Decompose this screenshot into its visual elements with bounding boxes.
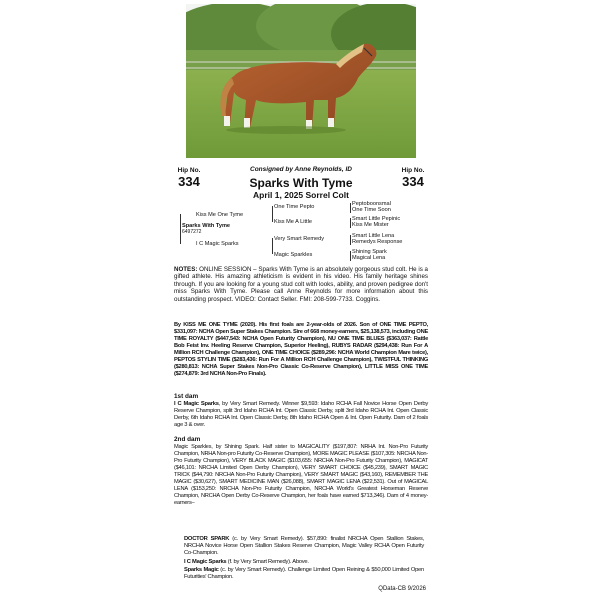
hip-number: 334 [178,174,200,189]
hip-label: Hip No. [177,167,201,174]
first-dam-name: I C Magic Sparks [174,401,219,407]
pedigree-dam-dam: Magic Sparkles [274,252,313,258]
pedigree-dam: I C Magic Sparks [196,241,239,247]
produce-entry [184,536,424,557]
hip-number: 334 [402,174,424,189]
pedigree-sire-sire: One Time Pepto [274,204,315,210]
consignor-line: Consigned by Anne Reynolds, ID [250,166,352,173]
produce-text: (f. by Very Smart Remedy). Above. [226,559,309,565]
sire-paragraph: By KISS ME ONE TYME (2020). His first foals are 2-year-olds of 2026. Son of ONE TIME PEPTO, $331,097: NCHA Open Super Stakes Champion. Sire of 668 money-earners, $25,138,573, including ONE TIME ROYALTY ($447,543: NCHA Open Futurity Champion), NU ONE TIME BLUES ($363,037: Rattle Bob Feist Inv. Heeling Reserve Champion, Superior Heeling), RUBYS RADAR ($294,438: Run For A Million RCH Challenge Champion), ONE TIME CHOICE ($289,296: NCHA World Champion Mare twice), PEPTOS STYLIN TIME ($283,436: Run For A Million RCH Challenge Champion), TWISTFUL THINKING ($280,813: NCHA Super Stakes Non-Pro Classic Co-Reserve Champion), LITTLE MISS ONE TIME ($274,879: 3rd NCHA Non-Pro Finals). [174,322,428,377]
horse-name: Sparks With Tyme [249,176,353,190]
pedigree-sire-dam-sire: Smart Little Pepinic [352,216,401,222]
horse-photo [186,4,416,158]
first-dam-paragraph [174,401,428,429]
pedigree-sire-sire-dam: One Time Soon [352,207,391,213]
notes-paragraph [174,266,428,303]
pedigree-sire: Kiss Me One Tyme [196,212,244,218]
second-dam-heading: 2nd dam [174,436,201,443]
first-dam-text: , by Very Smart Remedy. Winner $9,593: Idaho RCHA Fall Novice Horse Open Derby Reserve Champion, split 3rd Idaho RCHA Int. Open Classic Derby, split 3rd Idaho RCHA Int. Open Classic Derby, 6th Idaho RCHA Int. Open Classic Derby, 8th Idaho RCHA Open & Int. Open Futurity. Dam of 2 foals age 3 & over. [174,401,428,428]
foaling-date: April 1, 2025 Sorrel Colt [253,190,349,200]
pedigree-sire-dam-dam: Kiss Me Mister [352,222,389,228]
registration-number: 6497272 [182,229,202,235]
produce-text: (c. by Very Smart Remedy). Challenge Limited Open Reining & $50,000 Limited Open Futurities' Champion. [184,567,424,580]
pedigree-dam-dam-sire: Shining Spark [352,249,387,255]
pedigree-subject: Sparks With Tyme [182,223,231,229]
pedigree-dam-sire-dam: Remedys Response [352,239,403,245]
pedigree-dam-sire: Very Smart Remedy [274,236,325,242]
produce-name: I C Magic Sparks [184,559,227,565]
hip-label: Hip No. [401,167,425,174]
produce-name: DOCTOR SPARK [184,536,230,542]
produce-entry [184,567,424,581]
produce-entry [184,559,424,566]
pedigree-sire-dam: Kiss Me A Little [274,219,312,225]
first-dam-heading: 1st dam [174,393,199,400]
pedigree-dam-sire-sire: Smart Little Lena [352,233,395,239]
catalog-page [172,0,430,600]
footer-code: QData-CB 9/2026 [378,586,426,592]
second-dam-paragraph: Magic Sparkles, by Shining Spark. Half sister to MAGICALITY ($197,807: NRHA Int. Non-Pro Futurity Champion, NRHA Non-pro Futurity Co-Reserve Champion), MORE MAGIC PLEASE ($107,305: NRCHA Non-Pro Futurity Champion), VERY BLACK MAGIC ($103,655: NRCHA Non-Pro Futurity Champion), MAGICAT ($46,101: NRCHA Limited Open Derby Champion), VERY SMART CHOICE ($45,239), SMART MAGIC TRICK ($44,790: NRCHA Non-Pro Futurity Champion), VERY SMART MAGIC ($43,160), REMEMBER THE MAGIC ($30,627), SMART MEDICINE MAN ($26,088), SMART MAGIC LENA ($22,531). Out of MAGICAL LENA ($153,250: NRCHA Non-Pro Futurity Champion, NRCHA World's Greatest Horseman Reserve Champion, NRCHA Open Derby Co-Reserve Champion, her foals have earned $713,346). Dam of 4 money-earners– [174,444,428,506]
produce-text: (c. by Very Smart Remedy). $57,890: finalist NRCHA Open Stallion Stakes, NRCHA Novice Horse Open Stallion Stakes Reserve Champion, Magic Valley RCHA Open Futurity Co-Champion. [184,536,424,556]
notes-label: NOTES: [174,266,198,273]
pedigree-dam-dam-dam: Magical Lena [352,255,386,261]
sorrel-colt-photo [186,4,416,158]
produce-name: Sparks Magic [184,567,219,573]
notes-text: ONLINE SESSION – Sparks With Tyme is an absolutely gorgeous stud colt. He is a gifted athlete. His amazing athleticism is evident in his video. His family heritage shines through. If you are looking for a young stud colt with looks, ability, and proven pedigree don't miss Sparks With Tyme. Please call Anne Reynolds for more information about this outstanding prospect. VIDEO: Contact Seller. FMI: 208-599-7733. Coggins. [174,266,428,303]
pedigree-sire-sire-sire: Peptoboonsmal [352,201,391,207]
